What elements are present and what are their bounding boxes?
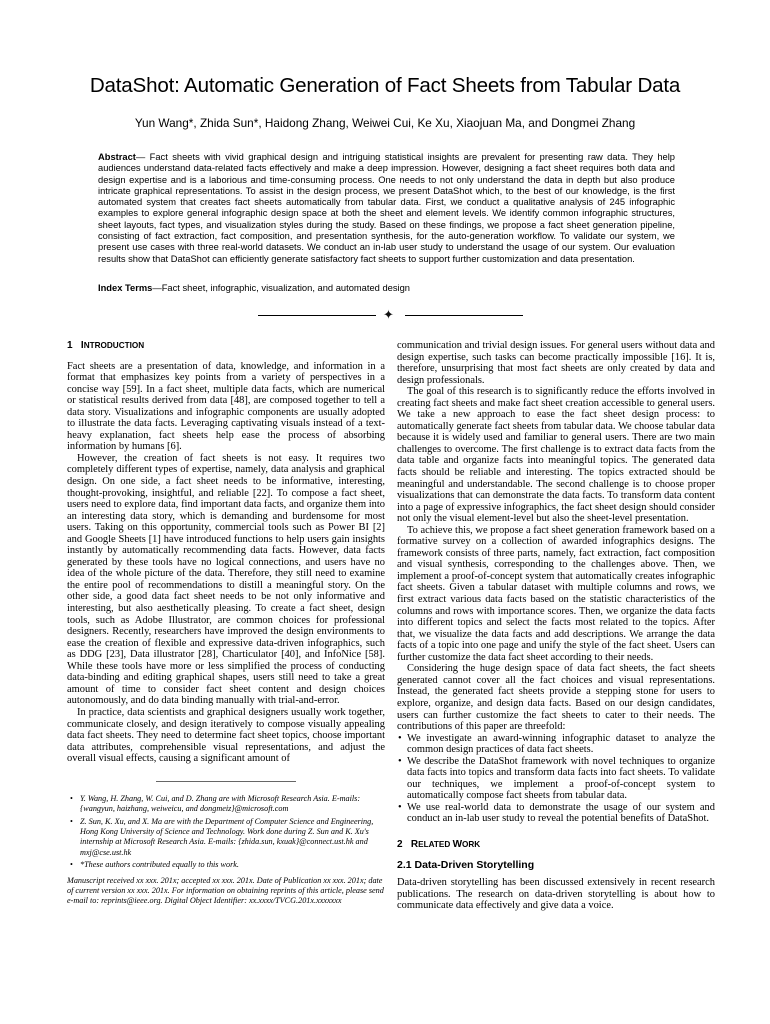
paragraph: However, the creation of fact sheets is not easy. It requires two completely different types of expertise, namely, data analysis and graphical design. On one side, a fact sheet needs to be informative, interesting, thought-provoking, insightful, and reliable [22]. To compose a fact sheet, users need to explore data, find important data facts, and organize them into an interesting data story, which is demanding and burdensome for most users. Taking on this opportunity, commercial tools such as Power BI [2] and Google Sheets [1] have introduced functions to help users gain insights instantly by automatically recommending data facts. However, data facts generated by these tools have no logical connections, and users have no idea of the whole picture of the data. Therefore, they still need to examine the entire pool of recommendations to distill a meaningful story. On the other side, a good data fact sheet needs to be not only informative and interesting, but also aesthetically pleasing. To create a fact sheet, design tools, such as Adobe Illustrator, are common choices for professional designers. Recently, researchers have improved the design environments to ease the creation of flexible and expressive data-driven infographics, such as DDG [23], Data illustrator [28], Charticulator [40], and InfoNice [58]. While these tools have more or less simplified the process of conducting data-binding and editing graphical shapes, users still need to take a great amount of time to consider fact sheet content and design choices autonomously, and do data binding manually with trial-and-error.	[67, 452, 385, 707]
bullet: •	[70, 816, 73, 826]
section-title-initial: I	[80, 340, 84, 351]
list-item	[397, 756, 715, 802]
paragraph: In practice, data scientists and graphical designers usually work together, communicate closely, and design iteratively to compose visually appealing data fact sheets. They need to determine fact sheet topics, choose important data attributes, comprehensible visual representations, and adjust the overall visual effects, causing a significant amount of	[67, 706, 385, 765]
section-separator	[258, 309, 523, 323]
list-item-text: We use real-world data to demonstrate the usage of our system and conduct an in-lab user study to reveal the potential benefits of DataShot.	[407, 801, 715, 825]
separator-line-right	[405, 315, 523, 316]
separator-line-left	[258, 315, 376, 316]
paragraph: To achieve this, we propose a fact sheet generation framework based on a formative survey on a collection of awarded infographics designs. The framework consists of three parts, namely, fact extraction, fact composition and visual synthesis, corresponding to the challenges above. Then, we implement a proof-of-concept system that automatically creates infographic fact sheets. Given a tabular dataset with multiple columns and rows, we first extract various data facts based on the statistic characteristics of the columns and rows with importance scores. Then, we organize the data facts into different topics and select the facts most related to the topics. After that, we visualize the data facts and add descriptions. We arrange the data facts of a topic into one page and unify the style of the fact sheet. Users can further customize the data fact sheet according to their needs.	[397, 524, 715, 663]
section-title-rest: NTRODUCTION	[83, 341, 145, 350]
left-column	[67, 340, 385, 907]
list-item	[397, 802, 715, 825]
bullet: •	[398, 801, 402, 813]
section-heading-related-work	[397, 839, 715, 851]
list-item-text: We describe the DataShot framework with novel techniques to organize data facts into topics and transform data facts into fact sheets. To validate our techniques, we implement a proof-of-concept system to automatically compose fact sheets from tabular data.	[407, 755, 715, 802]
footnotes	[67, 794, 385, 907]
section-title-rest: ELATED	[418, 839, 453, 849]
paragraph: Data-driven storytelling has been discussed extensively in recent research publications. The research on data-driven storytelling is about how to communicate data effectively and give data a voice.	[397, 877, 715, 912]
index-terms	[98, 283, 675, 293]
section-title-initial: R	[410, 838, 419, 850]
subsection-heading: 2.1 Data-Driven Storytelling	[397, 858, 535, 871]
abstract-text: — Fact sheets with vivid graphical design and intriguing statistical insights are prevalent for presenting raw data. They help audiences understand data-related facts effectively and make a deep impression. However, designing a fact sheet requires both data and design expertise and is a laborious and time-consuming process. One needs to not only understand the data in depth but also produce intricate graphical representations. To assist in the design process, we present DataShot which, to the best of our knowledge, is the first automated system that creates fact sheets automatically from tabular data. First, we conduct a qualitative analysis of 245 infographic examples to explore general infographic design space at both the sheet and element levels. We identify common infographic structures, sheet layouts, fact types, and visualization styles during the study. Based on these findings, we propose a fact sheet generation pipeline, consisting of fact extraction, fact composition, and presentation synthesis, for the auto-generation workflow. To validate our system, we present use cases with three real-world datasets. We conduct an in-lab user study to understand the usage of our system. Our evaluation results show that DataShot can efficiently generate satisfactory fact sheets to support further customization and data presentation.	[98, 152, 675, 264]
section-title-rest: ORK	[462, 839, 481, 849]
bullet: •	[398, 732, 402, 744]
abstract-label: Abstract	[98, 152, 136, 162]
paragraph: Fact sheets are a presentation of data, knowledge, and information in a format that emphasizes key points from a variety of perspectives in a concise way [59]. In a fact sheet, multiple data facts, which are numerical or statistical results derived from data [48], are composed together to tell a data story. Visualizations and infographic components are usually adopted to illustrate the data facts. Leveraging captivating visuals instead of a text-heavy explanation, fact sheets help ease the process of absorbing information by humans [6].	[67, 360, 385, 453]
footnote-item	[67, 860, 385, 870]
footnote-text: *These authors contributed equally to this work.	[80, 860, 239, 870]
right-column	[397, 340, 715, 912]
section-heading-introduction	[67, 340, 385, 352]
bullet: •	[70, 793, 73, 803]
diamond-star-icon: ✦	[383, 308, 394, 323]
author-list: Yun Wang*, Zhida Sun*, Haidong Zhang, Weiwei Cui, Ke Xu, Xiaojuan Ma, and Dongmei Zhang	[134, 116, 636, 130]
section-title-initial: W	[452, 838, 463, 850]
footnote-item	[67, 817, 385, 859]
list-item	[397, 733, 715, 756]
paragraph: The goal of this research is to significantly reduce the efforts involved in creating fact sheets and make fact sheet creation accessible to general users. We take a new approach to ease the fact sheet design process: to automatically generate fact sheets from tabular data. We choose tabular data because it is widely used and familiar to general users. There are two main challenges to overcome. The first challenge is to extract data facts from the data table and organize facts into meaningful topics. The generated data facts should be reliable and interesting. The topics extracted should be meaningful and understandable. The second challenge is to choose proper visualizations that can demonstrate the data facts. To transform data content into a page of expressive infographics, the fact sheet design should consider not only the visual element-level but also the sheet-level presentation.	[397, 386, 715, 525]
section-number: 1	[67, 340, 73, 351]
index-terms-text: —Fact sheet, infographic, visualization, and automated design	[152, 283, 410, 293]
footnote-rule	[156, 781, 296, 782]
section-number: 2	[397, 838, 403, 850]
bullet: •	[398, 755, 402, 767]
paper-title: DataShot: Automatic Generation of Fact Sheets from Tabular Data	[89, 74, 681, 97]
index-terms-label: Index Terms	[98, 283, 153, 293]
abstract	[98, 152, 675, 265]
contributions-list	[397, 733, 715, 825]
paragraph-continuation: communication and trivial design issues. For general users without data and design expertise, such tasks can become practically impossible [16]. It is, therefore, unsurprising that most fact sheets are only created by data and design professionals.	[397, 340, 715, 386]
footnote-text: Z. Sun, K. Xu, and X. Ma are with the Department of Computer Science and Engineering, Hong Kong University of Science and Technology. Work done during Z. Sun and K. Xu's internship at Microsoft Research Asia. E-mails: {zhida.sun, kxuak}@connect.ust.hk and mxj@cse.ust.hk	[80, 816, 374, 857]
footnote-text: Y. Wang, H. Zhang, W. Cui, and D. Zhang are with Microsoft Research Asia. E-mails: {wangyun, haizhang, weiweicu, and dongmeiz}@microsoft.com	[80, 793, 361, 814]
paragraph: Considering the huge design space of data fact sheets, the fact sheets generated cannot cover all the fact choices and visual representations. Instead, the generated fact sheets provide a stepping stone for users to explore, organize, and design data facts. Based on our design candidates, users can further customize the fact sheets to cater to their needs. The contributions of this paper are threefold:	[397, 663, 715, 733]
bullet: •	[70, 860, 73, 870]
list-item-text: We investigate an award-winning infographic dataset to analyze the common design practices of data fact sheets.	[407, 732, 715, 756]
footnote-item	[67, 794, 385, 815]
manuscript-info: Manuscript received xx xxx. 201x; accepted xx xxx. 201x. Date of Publication xx xxx. 201x; date of current version xx xxx. 201x. For information on obtaining reprints of this article, please send e-mail to: reprints@ieee.org. Digital Object Identifier: xx.xxxx/TVCG.201x.xxxxxxx	[67, 875, 384, 906]
